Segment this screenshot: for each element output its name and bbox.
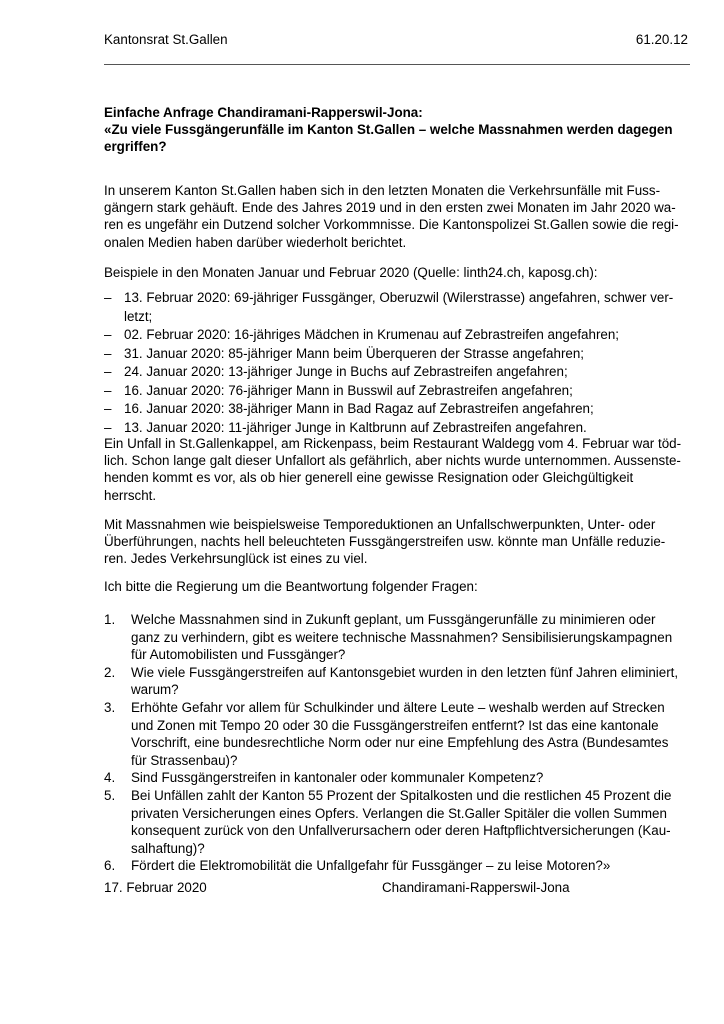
intro-paragraph: [104, 182, 679, 251]
list-item-line: 31. Januar 2020: 85-jähriger Mann beim Überqueren der Strasse angefahren;: [124, 345, 585, 361]
question-number: 2.: [104, 664, 116, 680]
question-number: 1.: [104, 612, 116, 627]
question-line: konsequent zurück von den Unfallverursachern oder deren Haftpflichtversicherungen (Kau-: [131, 823, 671, 839]
title-line: ergriffen?: [104, 139, 167, 155]
question-line: salhaftung)?: [131, 840, 205, 856]
list-item-line: 02. Februar 2020: 16-jähriges Mädchen in Krumenau auf Zebrastreifen angefahren;: [124, 327, 620, 342]
question-line: für Strassenbau)?: [131, 752, 238, 768]
examples-list: [104, 289, 673, 437]
question-line: Welche Massnahmen sind in Zukunft geplant, um Fussgängerunfälle zu minimieren oder: [131, 612, 656, 627]
paragraph-line: Ein Unfall in St.Gallenkappel, am Rickenpass, beim Restaurant Waldegg vom 4. Februar war töd-: [104, 436, 682, 451]
list-item: [104, 363, 673, 382]
question-number: 4.: [104, 770, 116, 786]
dash-bullet: –: [104, 345, 112, 361]
question-number: 3.: [104, 699, 116, 715]
list-item: [104, 400, 673, 419]
question-line: Erhöhte Gefahr vor allem für Schulkinder und ältere Leute – weshalb werden auf Strecken: [131, 699, 665, 715]
question-line: warum?: [131, 682, 179, 698]
question-number: 6.: [104, 858, 116, 874]
question-item: [104, 769, 678, 787]
question-line: Fördert die Elektromobilität die Unfallgefahr für Fussgänger – zu leise Motoren?»: [131, 858, 611, 874]
dash-bullet: –: [104, 364, 112, 379]
dash-bullet: –: [104, 327, 112, 342]
question-line: Bei Unfällen zahlt der Kanton 55 Prozent der Spitalkosten und die restlichen 45 Prozent die: [131, 787, 672, 803]
question-number: 5.: [104, 787, 116, 803]
list-item-line: letzt;: [124, 308, 153, 324]
list-item: [104, 326, 673, 345]
question-line: und Zonen mit Tempo 20 oder 30 die Fussgängerstreifen entfernt? Ist das eine kantonale: [131, 717, 659, 733]
examples-intro: Beispiele in den Monaten Januar und Februar 2020 (Quelle: linth24.ch, kaposg.ch):: [104, 265, 598, 280]
question-item: [104, 699, 678, 769]
footer-author: Chandiramani-Rapperswil-Jona: [382, 880, 570, 895]
measures-paragraph: [104, 516, 666, 568]
paragraph-line: ren. Jedes Verkehrsunglück ist eines zu viel.: [104, 551, 368, 567]
paragraph-line: Mit Massnahmen wie beispielsweise Temporeduktionen an Unfallschwerpunkten, Unter- oder: [104, 517, 656, 532]
dash-bullet: –: [104, 419, 112, 435]
dash-bullet: –: [104, 290, 112, 305]
accident-paragraph: [104, 435, 682, 504]
questions-intro: Ich bitte die Regierung um die Beantwortung folgender Fragen:: [104, 579, 478, 594]
question-item: [104, 787, 678, 857]
dash-bullet: –: [104, 401, 112, 416]
footer-date: 17. Februar 2020: [104, 880, 207, 895]
question-line: für Automobilisten und Fussgänger?: [131, 647, 346, 663]
paragraph-line: In unserem Kanton St.Gallen haben sich in den letzten Monaten die Verkehrsunfälle mit Fuss-: [104, 183, 661, 198]
question-line: Sind Fussgängerstreifen in kantonaler oder kommunaler Kompetenz?: [131, 770, 544, 786]
question-item: [104, 664, 678, 699]
list-item-line: 16. Januar 2020: 38-jähriger Mann in Bad Ragaz auf Zebrastreifen angefahren;: [124, 401, 594, 416]
question-item: [104, 611, 678, 664]
list-item-line: 13. Februar 2020: 69-jähriger Fussgänger, Oberuzwil (Wilerstrasse) angefahren, schwer ver-: [124, 290, 674, 305]
paragraph-line: gängern stark gehäuft. Ende des Jahres 2019 und in den ersten zwei Monaten im Jahr 2020 wa-: [104, 200, 676, 216]
dash-bullet: –: [104, 382, 112, 398]
list-item-line: 13. Januar 2020: 11-jähriger Junge in Kaltbrunn auf Zebrastreifen angefahren.: [124, 419, 587, 435]
list-item-line: 24. Januar 2020: 13-jähriger Junge in Buchs auf Zebrastreifen angefahren;: [124, 364, 568, 379]
header-divider: [104, 64, 690, 65]
list-item: [104, 382, 673, 401]
questions-list: [104, 611, 678, 875]
question-line: privaten Versicherungen eines Opfers. Verlangen die St.Galler Spitäler die vollen Summen: [131, 805, 667, 821]
list-item: [104, 289, 673, 326]
paragraph-line: lich. Schon lange galt dieser Unfallort als gefährlich, aber nichts wurde unternommen. Aussenste-: [104, 453, 681, 469]
title-line: Einfache Anfrage Chandiramani-Rapperswil-Jona:: [104, 105, 423, 120]
document-title: [104, 104, 673, 156]
paragraph-line: henden kommt es vor, als ob hier generell eine gewisse Resignation oder Gleichgültigkeit: [104, 470, 634, 486]
paragraph-line: ren es ungefähr ein Dutzend solcher Vorkommnisse. Die Kantonspolizei St.Gallen sowie die regi-: [104, 217, 679, 233]
list-item-line: 16. Januar 2020: 76-jähriger Mann in Busswil auf Zebrastreifen angefahren;: [124, 382, 573, 398]
header-document-number: 61.20.12: [635, 32, 688, 47]
paragraph-line: herrscht.: [104, 487, 157, 503]
list-item: [104, 345, 673, 364]
question-line: ganz zu verhindern, gibt es weitere technische Massnahmen? Sensibilisierungskampagnen: [131, 629, 673, 645]
paragraph-line: onalen Medien haben darüber wiederholt berichtet.: [104, 234, 407, 250]
question-item: [104, 857, 678, 875]
question-line: Wie viele Fussgängerstreifen auf Kantonsgebiet wurden in den letzten fünf Jahren eliminiert,: [131, 664, 679, 680]
title-line: «Zu viele Fussgängerunfälle im Kanton St.Gallen – welche Massnahmen werden dagegen: [104, 122, 673, 138]
question-line: Vorschrift, eine bundesrechtliche Norm oder nur eine Empfehlung des Astra (Bundesamtes: [131, 735, 669, 751]
paragraph-line: Überführungen, nachts hell beleuchteten Fussgängerstreifen usw. könnte man Unfälle reduzie-: [104, 534, 666, 550]
header-organization: Kantonsrat St.Gallen: [104, 32, 228, 47]
